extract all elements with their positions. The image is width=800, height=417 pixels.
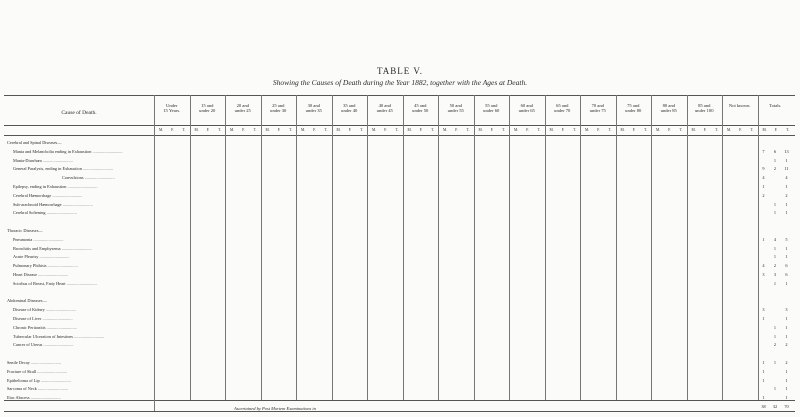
total-cell: 1 (773, 333, 777, 339)
sex-subheader: F. (171, 128, 174, 132)
grand-total-cell: 38 (761, 404, 766, 409)
cause-label: Epilepsy, ending in Exhaustion ............................ (13, 184, 98, 189)
cause-label: Cerebral and Spinal Diseases— (7, 140, 62, 145)
age-group-line2: under 70 (554, 108, 571, 114)
sex-subheader: F. (206, 128, 210, 132)
cause-label: Convulsions ............................ (62, 175, 115, 181)
cause-label: Epithelioma of Lip ............................ (7, 377, 71, 383)
rule-age-col (296, 95, 297, 400)
total-cell: 1 (785, 254, 788, 260)
sex-subheader: T. (253, 128, 257, 132)
rule-age-col (545, 95, 546, 400)
age-group-line1: 15 and (201, 103, 214, 108)
total-cell: 1 (773, 254, 777, 260)
sex-subheader: T. (502, 128, 505, 132)
sex-subheader: F. (348, 128, 352, 132)
total-cell: 1 (773, 157, 777, 163)
age-group-line1: 45 and (414, 103, 427, 108)
total-cell: 2 (785, 360, 788, 365)
total-cell: 6 (773, 148, 777, 154)
age-group-header (190, 103, 226, 114)
total-cell: 1 (773, 245, 777, 251)
age-group-line2: under 75 (589, 108, 606, 114)
age-group-line1: 20 and (236, 103, 249, 108)
sex-subheader: F. (277, 128, 281, 132)
rule-header (4, 125, 795, 126)
sex-subheader: M. (549, 128, 554, 132)
rule-age-col (474, 95, 475, 400)
total-cell: 2 (773, 263, 777, 269)
age-group-header (438, 103, 474, 114)
total-cell: 1 (762, 368, 765, 374)
sex-subheader: F. (703, 128, 707, 132)
sex-subheader: F. (313, 128, 316, 132)
sex-subheader: M. (584, 128, 590, 132)
total-cell: 1 (785, 324, 788, 330)
sex-subheader: T. (289, 128, 292, 132)
total-cell: 5 (785, 236, 788, 242)
sex-subheader: T. (644, 128, 647, 132)
age-group-header (687, 103, 723, 114)
total-cell: 1 (762, 360, 765, 365)
sex-subheader: T. (218, 128, 221, 132)
rule-age-col (651, 95, 652, 400)
cause-label: Scirrhus of Breast, Fatty Heart ............................ (13, 280, 97, 286)
age-group-line1: 25 and (272, 103, 285, 108)
total-cell: 4 (785, 175, 788, 181)
total-cell: 2 (773, 166, 777, 172)
total-cell: 3 (773, 272, 777, 277)
age-group-line1: 40 and (378, 103, 391, 108)
total-cell: 7 (762, 148, 765, 154)
footnote: Ascertained by Post Mortem Examinations in (234, 406, 316, 411)
total-cell: 4 (762, 263, 765, 269)
rule-cause-col (154, 95, 155, 411)
sex-subheader: T. (715, 128, 718, 132)
age-group-header (616, 103, 652, 114)
age-group-line2: under 85 (660, 108, 677, 114)
age-group-header (580, 103, 616, 114)
cause-label: Pulmonary Phthisis ............................ (13, 263, 78, 269)
sex-subheader: F. (526, 128, 529, 132)
sex-subheader: F. (632, 128, 636, 132)
age-group-line1: 35 and (343, 103, 356, 108)
age-group-line2: under 45 (376, 108, 393, 114)
total-cell: 1 (762, 377, 765, 383)
total-cell: 1 (773, 201, 777, 207)
age-group-line2: under 40 (341, 108, 358, 114)
age-group-line1: 55 and (485, 103, 498, 108)
sex-subheader: M. (229, 128, 235, 132)
total-cell: 1 (773, 280, 777, 286)
total-cell: 1 (785, 333, 788, 339)
sex-subheader: F. (384, 128, 387, 132)
rule-age-col (225, 95, 226, 400)
cause-label: Sarcoma of Neck ............................ (7, 386, 68, 392)
sex-subheader: M. (265, 128, 270, 132)
sex-subheader: M. (371, 128, 377, 132)
sex-subheader: M. (513, 128, 519, 132)
sex-subheader: T. (431, 128, 434, 132)
rule-age-col (580, 95, 581, 400)
age-group-header (225, 103, 261, 114)
cause-label: General Paralysis, ending in Exhaustion ............................ (13, 166, 114, 172)
rule-age-col (367, 95, 368, 400)
rule-age-col (332, 95, 333, 400)
sex-subheader: F. (490, 128, 494, 132)
age-group-header (722, 103, 758, 108)
age-group-header (367, 103, 403, 114)
sex-subheader: M. (158, 128, 164, 132)
rule-age-col (758, 95, 759, 400)
cause-label: Sub-arachnoid Hæmorrhage ............................ (13, 201, 93, 207)
total-cell: 1 (762, 236, 765, 242)
total-cell: 6 (785, 263, 788, 269)
sex-subheader: F. (242, 128, 245, 132)
age-group-line1: 60 and (520, 103, 533, 108)
total-cell: 1 (785, 395, 788, 401)
sex-subheader: M. (620, 128, 625, 132)
sex-subheader: T. (608, 128, 612, 132)
age-group-line1: Totals. (769, 103, 782, 108)
age-group-line2: under 50 (412, 108, 429, 114)
rule-age-col (438, 95, 439, 400)
sex-subheader: F. (455, 128, 458, 132)
rule-age-col (509, 95, 510, 400)
age-group-line2: under 60 (483, 108, 500, 114)
sex-subheader: T. (182, 128, 186, 132)
total-cell: 9 (762, 166, 765, 172)
cause-label: Pneumonia ............................ (13, 236, 64, 242)
sex-subheader: M. (336, 128, 341, 132)
total-cell: 1 (785, 201, 788, 207)
sex-subheader: M. (655, 128, 661, 132)
age-group-line1: 65 and (556, 103, 569, 108)
table-subtitle: Showing the Causes of Death during the Year 1882, together with the Ages at Death. (272, 78, 528, 87)
total-cell: 13 (784, 148, 789, 154)
cause-label: Disease of Liver ............................ (13, 316, 73, 321)
total-cell: 1 (785, 368, 788, 374)
total-cell: 3 (785, 307, 788, 313)
total-cell: 1 (762, 395, 765, 401)
age-group-header (545, 103, 581, 114)
sex-subheader: T. (537, 128, 541, 132)
total-cell: 2 (773, 342, 777, 348)
total-cell: 1 (785, 280, 788, 286)
age-group-line2: under 30 (270, 108, 287, 114)
sex-subheader: M. (194, 128, 199, 132)
rule-age-col (403, 95, 404, 400)
age-group-line2: under 100 (695, 108, 714, 114)
age-group-line1: Under (166, 103, 178, 108)
rule-top (4, 95, 795, 96)
mortality-table (4, 95, 795, 411)
age-group-line2: under 35 (305, 108, 322, 114)
cause-label: Fracture of Skull ............................ (7, 368, 68, 374)
age-group-line2: under 25 (234, 108, 251, 114)
total-cell: 3 (762, 272, 765, 277)
age-group-header (403, 103, 439, 114)
total-cell: 1 (785, 157, 788, 163)
total-cell: 1 (773, 386, 777, 392)
table-title: TABLE V. (377, 66, 423, 76)
sex-subheader: T. (466, 128, 470, 132)
sex-subheader: M. (300, 128, 306, 132)
total-cell: 1 (773, 324, 777, 330)
sex-subheader: T. (750, 128, 754, 132)
total-cell: 11 (784, 166, 789, 172)
rule-subheader (4, 135, 795, 136)
total-cell: 1 (785, 210, 788, 216)
age-group-header (509, 103, 545, 114)
sex-subheader: M. (726, 128, 732, 132)
age-group-line1: 80 and (662, 103, 675, 108)
total-cell: 6 (785, 272, 788, 277)
sex-subheader: F. (739, 128, 742, 132)
total-cell: 1 (773, 210, 777, 216)
sex-subheader: F. (774, 128, 778, 132)
cause-label: Mania-Diarrhœa ............................ (13, 157, 73, 163)
total-cell: 2 (785, 192, 788, 198)
cause-label: Abdominal Diseases— (7, 298, 47, 304)
age-group-line2: 15 Years. (163, 108, 181, 114)
age-group-header (332, 103, 368, 114)
total-cell: 1 (785, 386, 788, 392)
age-group-line1: 85 and (698, 103, 711, 108)
age-group-line1: 75 and (627, 103, 640, 108)
total-cell: 1 (773, 360, 777, 365)
cause-label: Thoracic Diseases— (7, 228, 43, 233)
sex-subheader: T. (360, 128, 363, 132)
cause-label: Cerebral Softening ............................ (13, 210, 77, 216)
grand-total-cell: 70 (784, 404, 789, 409)
total-cell: 2 (762, 192, 765, 198)
rule-age-col (687, 95, 688, 400)
sex-subheader: T. (786, 128, 789, 132)
age-group-header (296, 103, 332, 114)
age-group-line2: under 20 (199, 108, 216, 114)
age-group-header (651, 103, 687, 114)
rule-age-col (616, 95, 617, 400)
cause-label: Acute Pleurisy ............................ (13, 254, 70, 260)
sex-subheader: T. (573, 128, 576, 132)
sex-subheader: M. (407, 128, 412, 132)
total-cell: 3 (762, 307, 765, 313)
age-group-header (474, 103, 510, 114)
cause-label: Senile Decay ............................ (7, 360, 61, 365)
sex-subheader: M. (762, 128, 767, 132)
cause-label: Disease of Kidney ............................ (13, 307, 76, 313)
sex-subheader: F. (668, 128, 671, 132)
sex-subheader: T. (395, 128, 399, 132)
age-group-header (758, 103, 794, 108)
cause-label: Cancer of Uterus ............................ (13, 342, 74, 348)
rule-age-col (190, 95, 191, 400)
age-group-line1: 30 and (307, 103, 320, 108)
age-group-line2: under 80 (625, 108, 642, 114)
cause-label: Chronic Peritonitis ............................ (13, 324, 77, 330)
sex-subheader: M. (691, 128, 696, 132)
age-group-header (261, 103, 297, 114)
sex-subheader: T. (324, 128, 328, 132)
age-group-line1: 50 and (449, 103, 462, 108)
sex-subheader: F. (419, 128, 423, 132)
grand-total-cell: 32 (772, 404, 778, 409)
sex-subheader: T. (679, 128, 683, 132)
total-cell: 1 (785, 245, 788, 251)
sex-subheader: M. (478, 128, 483, 132)
total-cell: 1 (762, 316, 765, 321)
total-cell: 1 (785, 316, 788, 321)
rule-age-col (722, 95, 723, 400)
age-group-line2: under 55 (447, 108, 464, 114)
age-group-header (154, 103, 190, 114)
cause-column-header: Cause of Death. (61, 110, 97, 116)
total-cell: 2 (785, 342, 788, 348)
total-cell: 4 (762, 175, 765, 181)
cause-label: Cerebral Hæmorrhage ............................ (13, 192, 83, 198)
sex-subheader: F. (597, 128, 600, 132)
cause-label: Tubercular Ulceration of Intestines ............................ (13, 333, 105, 339)
rule-age-col (261, 95, 262, 400)
cause-label: Iliac Abscess ............................ (7, 395, 61, 401)
age-group-line1: 70 and (591, 103, 604, 108)
sex-subheader: F. (561, 128, 565, 132)
total-cell: 1 (762, 184, 765, 189)
total-cell: 1 (785, 377, 788, 383)
rule-bottom (4, 411, 795, 412)
cause-label: Mania and Melancholia ending in Exhaustion ............................ (13, 148, 123, 154)
cause-label: Bronchitis and Emphysema ............................ (13, 245, 92, 251)
total-cell: 4 (773, 236, 777, 242)
age-group-line1: Not known. (728, 103, 751, 108)
age-group-line2: under 65 (518, 108, 535, 114)
rule-body-end (4, 400, 795, 401)
sex-subheader: M. (442, 128, 448, 132)
total-cell: 1 (785, 184, 788, 189)
cause-label: Heart Disease ............................ (13, 272, 69, 277)
